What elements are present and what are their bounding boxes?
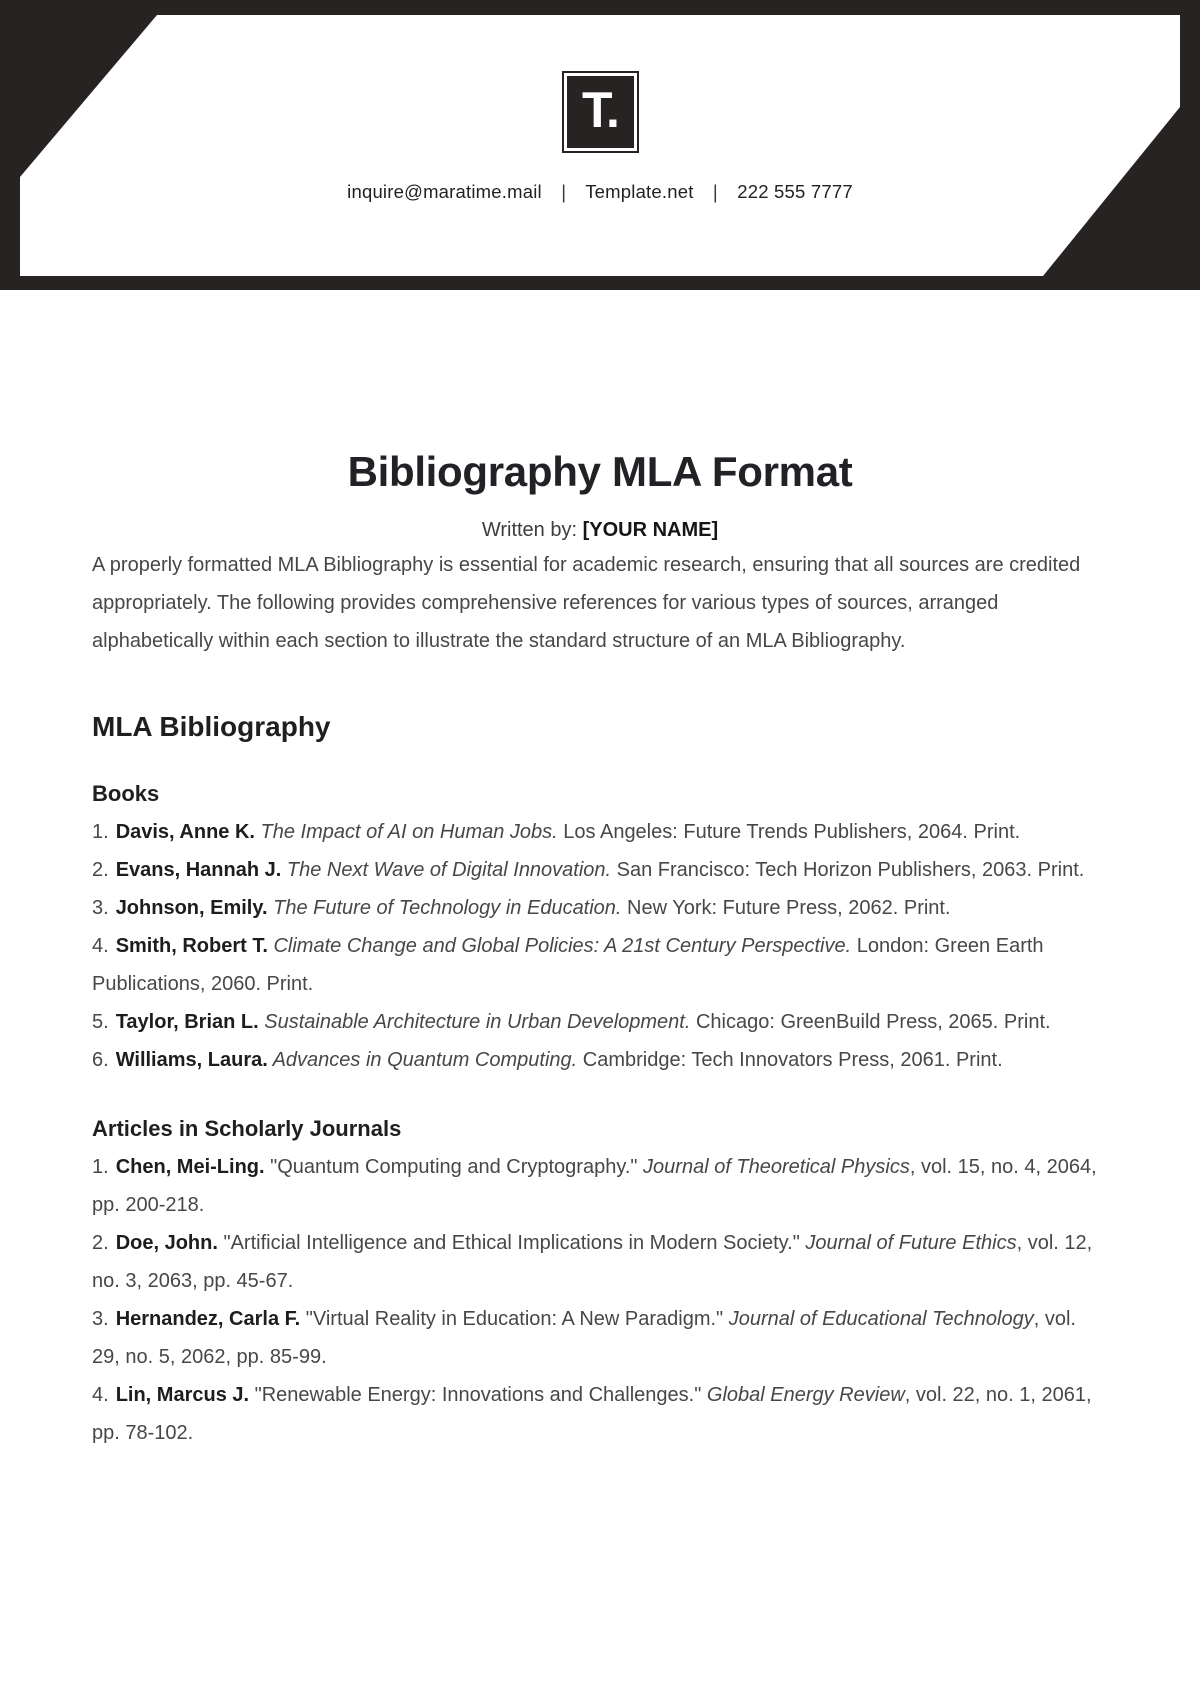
bibliography-entry (92, 927, 1108, 1003)
author-name-placeholder: [YOUR NAME] (582, 519, 719, 541)
entry-segment-normal: , vol. 15, no. 4, 2064, pp. 200-218. (92, 1156, 1097, 1216)
bibliography-entry (92, 851, 1108, 889)
journal-articles-list (92, 1148, 1108, 1452)
entry-segment-normal: New York: Future Press, 2062. Print. (621, 897, 951, 919)
contact-separator: | (561, 180, 567, 203)
entry-number: 2. (92, 1232, 109, 1254)
bibliography-entry (92, 813, 1108, 851)
entry-segment-italic: The Next Wave of Digital Innovation. (281, 859, 612, 881)
books-section (92, 780, 1108, 1079)
entry-segment-italic: Sustainable Architecture in Urban Development. (258, 1011, 691, 1033)
entry-segment-normal: Chicago: GreenBuild Press, 2065. Print. (690, 1011, 1051, 1033)
entry-segment-bold: Hernandez, Carla F. (115, 1308, 301, 1330)
bibliography-entry (92, 1003, 1108, 1041)
entry-number: 1. (92, 821, 109, 843)
brand-logo (562, 71, 639, 153)
entry-number: 4. (92, 1384, 109, 1406)
entry-segment-italic: Climate Change and Global Policies: A 21st Century Perspective. (267, 935, 852, 957)
entry-segment-italic: Journal of Educational Technology (728, 1308, 1034, 1330)
entry-segment-bold: Chen, Mei-Ling. (115, 1156, 265, 1178)
bibliography-entry (92, 889, 1108, 927)
entry-segment-italic: Global Energy Review (706, 1384, 905, 1406)
entry-segment-normal: Los Angeles: Future Trends Publishers, 2064. Print. (557, 821, 1021, 843)
contact-separator: | (712, 180, 718, 203)
contact-email: inquire@maratime.mail (347, 181, 542, 202)
entry-number: 3. (92, 1308, 109, 1330)
entry-segment-bold: Williams, Laura. (115, 1049, 268, 1071)
entry-number: 6. (92, 1049, 109, 1071)
entry-segment-bold: Evans, Hannah J. (115, 859, 282, 881)
intro-paragraph: A properly formatted MLA Bibliography is essential for academic research, ensuring that all sources are credited appropriately. The following provides comprehensive references for various types of sources, arranged alphabetically within each section to illustrate the standard structure of an MLA Bibliography. (92, 554, 1081, 652)
entry-segment-bold: Taylor, Brian L. (115, 1011, 259, 1033)
entry-segment-bold: Davis, Anne K. (115, 821, 255, 843)
books-heading: Books (92, 781, 160, 806)
entry-segment-normal: , vol. 22, no. 1, 2061, pp. 78-102. (92, 1384, 1092, 1444)
bibliography-entry (92, 1041, 1108, 1079)
journal-articles-section (92, 1115, 1108, 1452)
entry-segment-normal: Cambridge: Tech Innovators Press, 2061. Print. (577, 1049, 1003, 1071)
entry-segment-normal: London: Green Earth Publications, 2060. Print. (92, 935, 1044, 995)
books-list (92, 813, 1108, 1079)
entry-number: 4. (92, 935, 109, 957)
entry-segment-normal: "Artificial Intelligence and Ethical Implications in Modern Society." (217, 1232, 806, 1254)
bibliography-entry (92, 1148, 1108, 1224)
contact-website: Template.net (585, 181, 694, 202)
entry-number: 2. (92, 859, 109, 881)
entry-segment-normal: , vol. 12, no. 3, 2063, pp. 45-67. (92, 1232, 1093, 1292)
bibliography-entry (92, 1300, 1108, 1376)
section-title: MLA Bibliography (92, 711, 331, 742)
entry-segment-normal: "Renewable Energy: Innovations and Challenges." (249, 1384, 707, 1406)
entry-segment-bold: Johnson, Emily. (115, 897, 268, 919)
page-title: Bibliography MLA Format (347, 448, 853, 495)
entry-number: 3. (92, 897, 109, 919)
entry-segment-italic: The Impact of AI on Human Jobs. (254, 821, 558, 843)
entry-segment-bold: Smith, Robert T. (115, 935, 268, 957)
bibliography-entry (92, 1376, 1108, 1452)
entry-segment-normal: "Quantum Computing and Cryptography." (264, 1156, 644, 1178)
entry-number: 5. (92, 1011, 109, 1033)
byline (92, 516, 1108, 544)
entry-segment-bold: Doe, John. (115, 1232, 218, 1254)
brand-logo-letter: T. (582, 82, 619, 138)
entry-segment-normal: , vol. 29, no. 5, 2062, pp. 85-99. (92, 1308, 1076, 1368)
brand-logo-mark (567, 76, 634, 148)
contact-phone: 222 555 7777 (737, 181, 853, 202)
entry-segment-normal: "Virtual Reality in Education: A New Paradigm." (300, 1308, 729, 1330)
bibliography-entry (92, 1224, 1108, 1300)
letterhead-band (0, 0, 1200, 290)
entry-segment-italic: Journal of Future Ethics (805, 1232, 1017, 1254)
written-by-label: Written by: (481, 519, 578, 541)
journal-articles-heading: Articles in Scholarly Journals (92, 1116, 402, 1141)
entry-segment-italic: The Future of Technology in Education. (267, 897, 622, 919)
entry-segment-bold: Lin, Marcus J. (115, 1384, 250, 1406)
entry-segment-normal: San Francisco: Tech Horizon Publishers, 2063. Print. (611, 859, 1085, 881)
entry-segment-italic: Advances in Quantum Computing. (267, 1049, 578, 1071)
contact-line (0, 181, 1200, 203)
entry-number: 1. (92, 1156, 109, 1178)
entry-segment-italic: Journal of Theoretical Physics (643, 1156, 910, 1178)
document-body (0, 448, 1200, 1452)
